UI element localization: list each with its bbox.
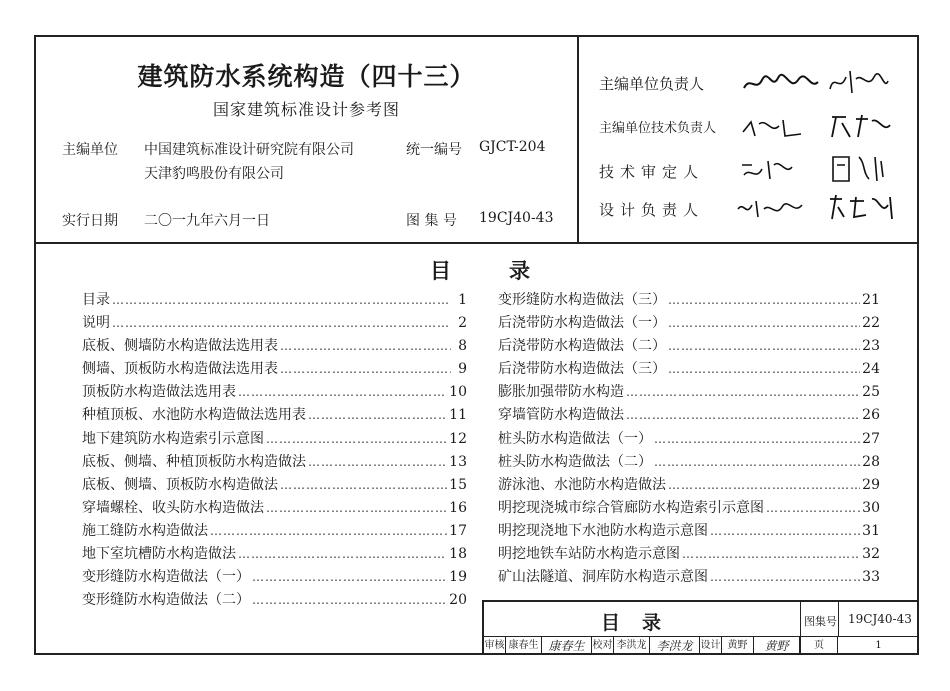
toc-entry-page: 19 [449,569,467,586]
toc-entry-title: 后浇带防水构造做法（二） [498,338,666,355]
toc-entry[interactable] [82,474,467,497]
toc-entry-title: 膨胀加强带防水构造 [498,384,624,401]
toc-entry-title: 后浇带防水构造做法（三） [498,361,666,378]
toc-entry[interactable] [82,312,467,335]
title-block-main-row [484,602,919,637]
toc-entry-title: 种植顶板、水池防水构造做法选用表 [82,407,306,424]
toc-entry-page: 24 [862,361,880,378]
toc-entry-page: 29 [862,476,880,493]
toc-entry-title: 游泳池、水池防水构造做法 [498,476,666,493]
toc-entry[interactable] [498,381,880,404]
toc-entry[interactable] [82,520,467,543]
toc-entry-title: 变形缝防水构造做法（三） [498,292,666,308]
toc-leader [668,293,860,307]
toc-entry-title: 说明 [82,315,110,332]
toc-leader [280,478,447,492]
signature-row-tech-chief [599,117,716,136]
toc-entry-page: 18 [449,546,467,563]
toc-entry-page: 31 [862,522,880,539]
toc-entry[interactable] [82,543,467,566]
toc-entry[interactable] [82,335,467,358]
toc-column-left [82,289,467,612]
atlas-subtitle: 国家建筑标准设计参考图 [212,100,400,119]
atlas-title: 建筑防水系统构造（四十三） [137,62,476,91]
toc-entry[interactable] [82,289,467,312]
toc-entry[interactable] [498,358,880,381]
check-label: 校对 [592,637,614,655]
code-value: GJCT-204 [479,139,546,155]
handwritten-signature [828,111,892,146]
design-label: 设计 [700,637,722,655]
signature-label: 技术审定人 [599,163,705,181]
toc-entry-page: 33 [862,569,880,586]
toc-entry-title: 变形缝防水构造做法（一） [82,569,250,586]
toc-entry-title: 底板、侧墙防水构造做法选用表 [82,338,278,355]
code-label: 统一编号 [406,142,462,158]
toc-entry[interactable] [498,543,880,566]
title-block [482,600,919,655]
toc-entry-title: 明挖现浇地下水池防水构造示意图 [498,522,708,539]
toc-leader [626,385,860,399]
check-signature-text: 李洪龙 [656,639,693,653]
toc-leader [280,339,451,353]
toc-entry-page: 8 [458,338,467,355]
design-signature [754,637,800,655]
atlas-number-label: 图集号 [804,615,837,628]
handwritten-signature [826,193,896,226]
toc-entry-page: 30 [862,499,880,516]
toc-leader [252,570,447,584]
toc-entry-title: 桩头防水构造做法（二） [498,453,652,470]
title-block-sign-row [484,637,919,655]
handwritten-signature [742,72,820,101]
toc-entry[interactable] [498,474,880,497]
signature-row-chief-unit [599,73,704,94]
toc-entry[interactable] [498,404,880,427]
atlas-number-value: 19CJ40-43 [479,210,554,226]
toc-leader [766,501,860,515]
atlas-number-label: 图 集 号 [406,213,457,229]
drawing-frame [34,35,919,655]
sheet-title: 目录 [600,612,683,634]
toc-entry-title: 明挖现浇城市综合管廊防水构造索引示意图 [498,499,764,516]
review-label: 审核 [484,637,506,655]
toc-entry[interactable] [82,497,467,520]
toc-entry-title: 穿墙螺栓、收头防水构造做法 [82,499,264,516]
toc-entry-title: 变形缝防水构造做法（二） [82,592,250,609]
toc-column-right [498,289,880,589]
toc-leader [252,593,447,607]
toc-entry-title: 目录 [82,292,110,308]
toc-entry-page: 21 [862,292,880,308]
toc-entry-title: 地下建筑防水构造索引示意图 [82,430,264,447]
toc-entry-page: 16 [449,499,467,516]
toc-leader [626,408,860,422]
handwritten-signature [738,155,794,188]
toc-entry[interactable] [498,451,880,474]
toc-entry-title: 后浇带防水构造做法（一） [498,315,666,332]
toc-entry-title: 底板、侧墙、顶板防水构造做法 [82,476,278,493]
toc-entry[interactable] [82,451,467,474]
editor-unit-1: 中国建筑标准设计研究院有限公司 [144,142,354,158]
toc-leader [308,408,447,422]
toc-leader [112,316,451,330]
toc-entry-title: 明挖地铁车站防水构造示意图 [498,546,680,563]
toc-entry-page: 11 [449,407,467,424]
toc-entry[interactable] [498,428,880,451]
title-block-divider [800,602,801,636]
page-label: 页 [800,637,838,655]
toc-entry-title: 穿墙管防水构造做法 [498,407,624,424]
toc-entry[interactable] [498,497,880,520]
signature-row-reviewer [599,161,704,182]
review-signature-text: 康春生 [548,639,585,653]
toc-leader [210,524,447,538]
editor-label: 主编单位 [62,142,118,158]
toc-entry-page: 15 [449,476,467,493]
toc-entry[interactable] [498,335,880,358]
toc-leader [710,570,860,584]
date-label: 实行日期 [62,213,118,229]
design-signature-text: 黄野 [764,639,789,653]
toc-leader [308,455,447,469]
signature-label: 主编单位技术负责人 [599,121,717,136]
toc-entry-page: 9 [458,361,467,378]
design-name: 黄野 [722,637,754,655]
signature-row-design-chief [599,199,704,220]
toc-entry-title: 底板、侧墙、种植顶板防水构造做法 [82,453,306,470]
handwritten-signature [828,67,890,102]
header-vertical-divider [577,37,579,242]
toc-leader [654,455,860,469]
toc-entry-page: 2 [458,315,467,332]
toc-leader [654,432,860,446]
handwritten-signature [736,195,804,226]
toc-entry[interactable] [498,289,880,312]
toc-leader [668,478,860,492]
toc-leader [682,547,860,561]
toc-leader [668,316,860,330]
toc-entry-title: 桩头防水构造做法（一） [498,430,652,447]
toc-leader [238,385,447,399]
toc-entry[interactable] [498,312,880,335]
page-value: 1 [875,640,882,651]
check-name: 李洪龙 [614,637,650,655]
toc-entry-title: 施工缝防水构造做法 [82,522,208,539]
toc-leader [266,432,447,446]
toc-entry-page: 25 [862,384,880,401]
toc-entry[interactable] [82,404,467,427]
toc-entry[interactable] [82,358,467,381]
toc-entry-page: 13 [449,453,467,470]
handwritten-signature [741,114,803,145]
editor-unit-2: 天津豹鸣股份有限公司 [144,166,284,182]
atlas-number-value: 19CJ40-43 [848,612,912,626]
toc-entry-page: 1 [458,292,467,308]
review-name: 康春生 [506,637,542,655]
toc-leader [668,362,860,376]
toc-entry[interactable] [82,566,467,589]
signature-label: 设计负责人 [599,201,705,219]
toc-entry[interactable] [82,589,467,612]
toc-leader [266,501,447,515]
title-block-divider [838,602,839,636]
toc-entry-page: 10 [449,384,467,401]
toc-leader [668,339,860,353]
toc-entry-title: 侧墙、顶板防水构造做法选用表 [82,361,278,378]
toc-leader [112,293,451,307]
toc-leader [238,547,447,561]
toc-entry[interactable] [498,520,880,543]
toc-entry-page: 20 [449,592,467,609]
signature-label: 主编单位负责人 [599,75,705,93]
toc-entry-page: 27 [862,430,880,447]
toc-entry-page: 28 [862,453,880,470]
toc-entry-page: 23 [862,338,880,355]
date-value: 二〇一九年六月一日 [144,213,270,229]
review-signature [542,637,592,655]
toc-entry-page: 17 [449,522,467,539]
toc-entry[interactable] [82,381,467,404]
toc-leader [710,524,860,538]
toc-entry-title: 矿山法隧道、洞库防水构造示意图 [498,569,708,586]
toc-entry-page: 32 [862,546,880,563]
toc-entry-page: 12 [449,430,467,447]
toc-entry-page: 26 [862,407,880,424]
toc-entry[interactable] [498,566,880,589]
header-divider [36,242,917,244]
check-signature [650,637,700,655]
handwritten-signature [829,153,885,190]
toc-entry[interactable] [82,428,467,451]
toc-entry-page: 22 [862,315,880,332]
toc-entry-title: 地下室坑槽防水构造做法 [82,546,236,563]
toc-leader [280,362,451,376]
toc-heading: 目录 [430,258,588,283]
toc-entry-title: 顶板防水构造做法选用表 [82,384,236,401]
